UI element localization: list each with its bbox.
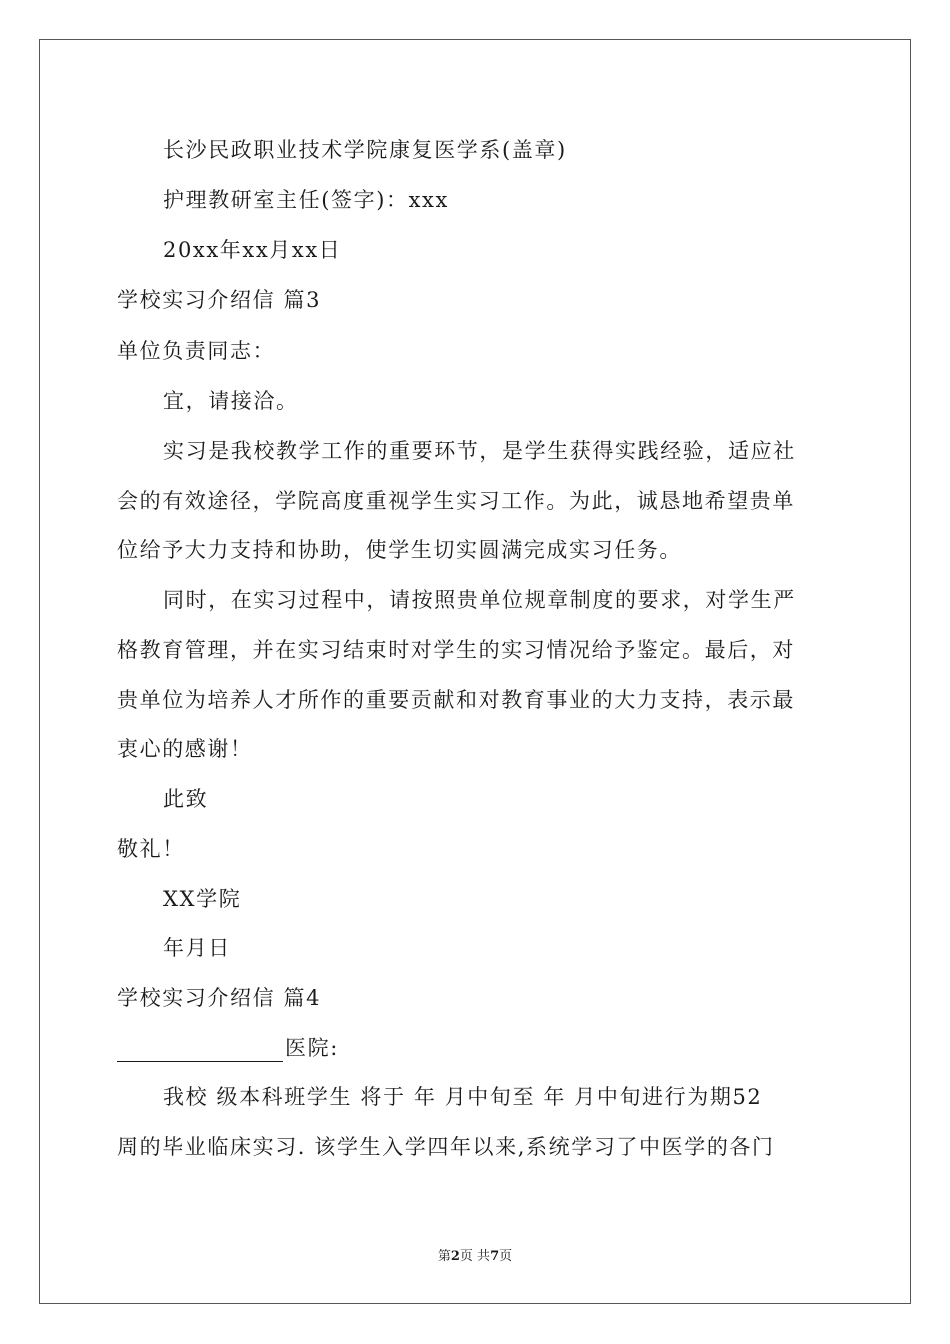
department-seal-line: 长沙民政职业技术学院康复医学系(盖章) [163,138,567,162]
closing-line: 此致 [163,787,209,811]
page-number-footer [0,1248,950,1266]
body-line: 贵单位为培养人才所作的重要贡献和对教育事业的大力支持，表示最 [117,688,795,712]
regards-line: 敬礼！ [117,837,185,861]
body-line: 衷心的感谢！ [117,737,253,761]
hospital-address-line [117,1034,833,1062]
footer-suffix: 页 [499,1249,513,1264]
date-placeholder-line: 年月日 [163,936,231,960]
footer-prefix: 第 [437,1249,451,1264]
body-line: 实习是我校教学工作的重要环节，是学生获得实践经验，适应社 [163,439,796,463]
body-line: 我校 级本科班学生 将于 年 月中旬至 年 月中旬进行为期52 [163,1085,763,1109]
body-line: 会的有效途径，学院高度重视学生实习工作。为此，诚恳地希望贵单 [117,489,795,513]
date-line: 20xx年xx月xx日 [163,238,342,262]
sender-line: XX学院 [163,887,242,911]
page-border [39,39,911,1304]
body-line: 位给予大力支持和协助，使学生切实圆满完成实习任务。 [117,538,682,562]
section-heading-4: 学校实习介绍信 篇4 [117,986,322,1010]
section-heading-3: 学校实习介绍信 篇3 [117,288,322,312]
body-line: 格教育管理，并在实习结束时对学生的实习情况给予鉴定。最后，对 [117,638,795,662]
body-line: 宜，请接洽。 [163,389,299,413]
body-line: 周的毕业临床实习. 该学生入学四年以来,系统学习了中医学的各门 [117,1135,775,1159]
director-signature-line: 护理教研室主任(签字)：xxx [163,188,449,212]
footer-mid: 页 共 [459,1249,491,1264]
blank-fill-line [117,1039,283,1062]
salutation-line: 单位负责同志： [117,339,276,363]
current-page-number: 2 [450,1249,460,1264]
body-line: 同时，在实习过程中，请按照贵单位规章制度的要求，对学生严 [163,588,796,612]
hospital-label: 医院: [285,1036,339,1060]
total-page-number: 7 [490,1249,500,1264]
